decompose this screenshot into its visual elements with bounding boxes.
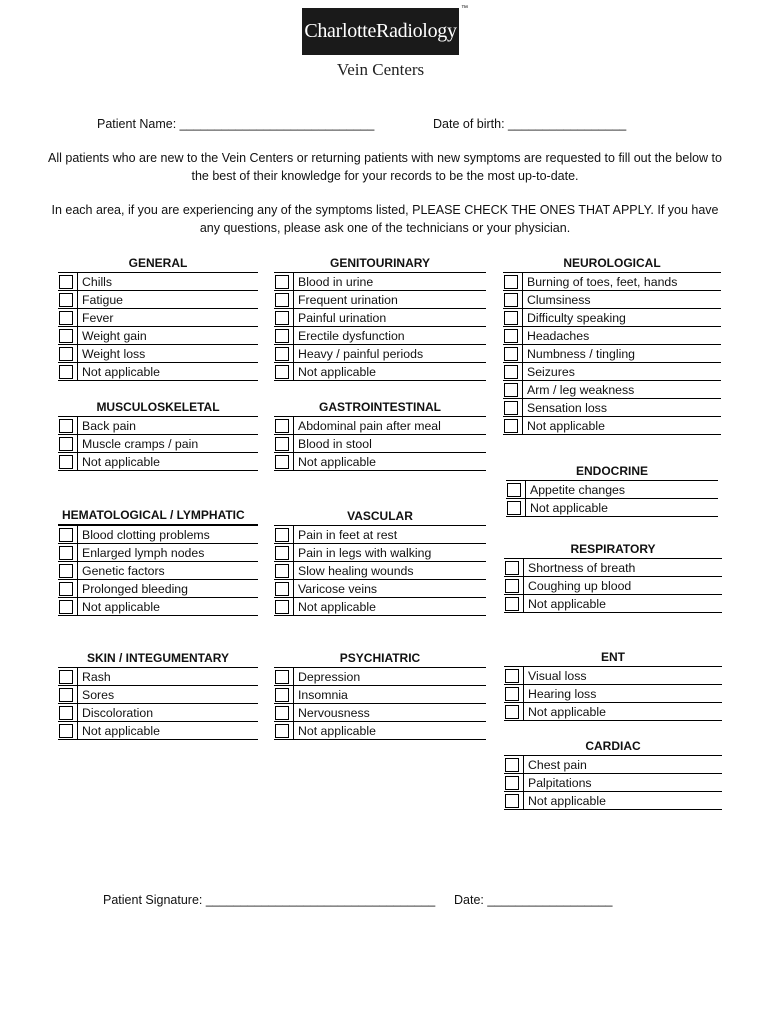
checklist-item-label: Frequent urination bbox=[293, 291, 486, 308]
checklist-item-label: Discoloration bbox=[77, 704, 258, 721]
section-vascular bbox=[274, 507, 486, 616]
checkbox[interactable] bbox=[504, 383, 518, 397]
section-title: ENT bbox=[601, 650, 625, 664]
section-title: NEUROLOGICAL bbox=[563, 256, 661, 270]
checkbox[interactable] bbox=[275, 546, 289, 560]
checkbox[interactable] bbox=[507, 483, 521, 497]
checkbox[interactable] bbox=[59, 329, 73, 343]
checkbox[interactable] bbox=[275, 564, 289, 578]
checklist-row bbox=[504, 756, 722, 774]
checklist-row bbox=[274, 363, 486, 381]
checklist-item-label: Blood in stool bbox=[293, 435, 486, 452]
checklist-item-label: Weight loss bbox=[77, 345, 258, 362]
checkbox[interactable] bbox=[275, 311, 289, 325]
checklist-item-label: Painful urination bbox=[293, 309, 486, 326]
checklist-item-label: Sores bbox=[77, 686, 258, 703]
checklist-item-label: Fever bbox=[77, 309, 258, 326]
checklist-item-label: Arm / leg weakness bbox=[522, 381, 721, 398]
checkbox[interactable] bbox=[275, 329, 289, 343]
checkbox[interactable] bbox=[275, 275, 289, 289]
checklist-item-label: Muscle cramps / pain bbox=[77, 435, 258, 452]
date-of-birth-field[interactable]: Date of birth: _________________ bbox=[433, 117, 627, 131]
checklist-item-label: Not applicable bbox=[77, 722, 258, 739]
section-gastrointestinal bbox=[274, 398, 486, 471]
section-endocrine bbox=[506, 462, 718, 517]
checklist bbox=[504, 755, 722, 810]
checklist-item-label: Seizures bbox=[522, 363, 721, 380]
checklist-row bbox=[503, 417, 721, 435]
checkbox[interactable] bbox=[505, 579, 519, 593]
checklist-item-label: Slow healing wounds bbox=[293, 562, 486, 579]
checklist-row bbox=[58, 273, 258, 291]
checklist-item-label: Rash bbox=[77, 668, 258, 685]
checkbox[interactable] bbox=[275, 528, 289, 542]
checklist bbox=[503, 272, 721, 435]
checklist bbox=[504, 558, 722, 613]
checklist-item-label: Chest pain bbox=[523, 756, 722, 773]
section-respiratory bbox=[504, 540, 722, 613]
checklist-row bbox=[506, 499, 718, 517]
checkbox[interactable] bbox=[59, 455, 73, 469]
section-psychiatric bbox=[274, 649, 486, 740]
section-skin bbox=[58, 649, 258, 740]
checklist-row bbox=[274, 722, 486, 740]
checklist-row bbox=[504, 559, 722, 577]
checklist-item-label: Heavy / painful periods bbox=[293, 345, 486, 362]
vein-centers-subtitle: Vein Centers bbox=[336, 60, 425, 79]
section-title: GASTROINTESTINAL bbox=[319, 400, 441, 414]
signature-date-field[interactable]: Date: __________________ bbox=[454, 893, 613, 907]
checklist-row bbox=[274, 598, 486, 616]
checkbox[interactable] bbox=[59, 347, 73, 361]
checklist-row bbox=[274, 526, 486, 544]
checklist-item-label: Appetite changes bbox=[525, 481, 718, 498]
section-title: SKIN / INTEGUMENTARY bbox=[86, 651, 229, 665]
checklist-item-label: Not applicable bbox=[77, 453, 258, 470]
checkbox[interactable] bbox=[505, 705, 519, 719]
checkbox[interactable] bbox=[504, 347, 518, 361]
checklist-row bbox=[58, 327, 258, 345]
checklist-row bbox=[58, 526, 258, 544]
checklist-item-label: Hearing loss bbox=[523, 685, 722, 702]
checkbox[interactable] bbox=[505, 669, 519, 683]
checklist-row bbox=[58, 668, 258, 686]
checklist bbox=[274, 272, 486, 381]
checkbox[interactable] bbox=[59, 419, 73, 433]
section-musculoskeletal bbox=[58, 398, 258, 471]
charlotte-radiology-logo bbox=[302, 8, 459, 55]
checklist-row bbox=[503, 327, 721, 345]
checklist-row bbox=[274, 273, 486, 291]
checklist-item-label: Not applicable bbox=[523, 595, 722, 612]
checklist-row bbox=[274, 580, 486, 598]
checklist-item-label: Palpitations bbox=[523, 774, 722, 791]
checkbox[interactable] bbox=[505, 776, 519, 790]
checklist-row bbox=[274, 686, 486, 704]
checklist-item-label: Pain in legs with walking bbox=[293, 544, 486, 561]
checkbox[interactable] bbox=[275, 437, 289, 451]
checkbox[interactable] bbox=[275, 706, 289, 720]
checklist-row bbox=[503, 345, 721, 363]
checklist-item-label: Abdominal pain after meal bbox=[293, 417, 486, 434]
checkbox[interactable] bbox=[275, 455, 289, 469]
checklist-row bbox=[58, 291, 258, 309]
checklist bbox=[504, 666, 722, 721]
checklist-row bbox=[58, 363, 258, 381]
checklist-item-label: Not applicable bbox=[293, 453, 486, 470]
checklist-item-label: Genetic factors bbox=[77, 562, 258, 579]
checklist bbox=[58, 416, 258, 471]
checkbox[interactable] bbox=[59, 293, 73, 307]
checklist-item-label: Varicose veins bbox=[293, 580, 486, 597]
checklist-row bbox=[503, 399, 721, 417]
checkbox[interactable] bbox=[59, 724, 73, 738]
checklist-item-label: Nervousness bbox=[293, 704, 486, 721]
checklist-row bbox=[274, 291, 486, 309]
section-title: GENITOURINARY bbox=[329, 256, 430, 270]
checkbox[interactable] bbox=[275, 582, 289, 596]
checkbox[interactable] bbox=[275, 600, 289, 614]
checklist-item-label: Not applicable bbox=[523, 703, 722, 720]
checklist-item-label: Headaches bbox=[522, 327, 721, 344]
checkbox[interactable] bbox=[59, 437, 73, 451]
checkbox[interactable] bbox=[59, 546, 73, 560]
checkbox[interactable] bbox=[59, 365, 73, 379]
section-title: PSYCHIATRIC bbox=[339, 651, 421, 665]
checkbox[interactable] bbox=[504, 329, 518, 343]
section-general bbox=[58, 254, 258, 381]
checklist-item-label: Pain in feet at rest bbox=[293, 526, 486, 543]
section-neurological bbox=[503, 254, 721, 435]
checklist-item-label: Not applicable bbox=[77, 598, 258, 615]
checklist-row bbox=[58, 562, 258, 580]
section-title: CARDIAC bbox=[585, 739, 641, 753]
checklist-item-label: Chills bbox=[77, 273, 258, 290]
checkbox[interactable] bbox=[59, 528, 73, 542]
checkbox[interactable] bbox=[275, 347, 289, 361]
checklist-row bbox=[503, 309, 721, 327]
checklist-item-label: Prolonged bleeding bbox=[77, 580, 258, 597]
instructions-paragraph-1: All patients who are new to the Vein Centers or returning patients with new symptoms are requested to fill out the below to the best of their knowledge for your records to be the most up-to-date. bbox=[48, 151, 722, 183]
section-hematological bbox=[58, 506, 258, 616]
checkbox[interactable] bbox=[59, 600, 73, 614]
checkbox[interactable] bbox=[505, 687, 519, 701]
checklist-row bbox=[274, 544, 486, 562]
checklist-row bbox=[504, 792, 722, 810]
checkbox[interactable] bbox=[504, 275, 518, 289]
checklist-row bbox=[274, 704, 486, 722]
section-title: HEMATOLOGICAL / LYMPHATIC bbox=[58, 506, 258, 525]
checklist-row bbox=[58, 453, 258, 471]
instructions-paragraph-2: In each area, if you are experiencing any of the symptoms listed, PLEASE CHECK THE ONES THAT APPLY. If you have any questions, please ask one of the technicians or your physician. bbox=[51, 203, 719, 235]
checkbox[interactable] bbox=[59, 564, 73, 578]
checkbox[interactable] bbox=[505, 597, 519, 611]
patient-name-field[interactable]: Patient Name: ____________________________ bbox=[97, 117, 375, 131]
checklist-item-label: Enlarged lymph nodes bbox=[77, 544, 258, 561]
checklist-row bbox=[274, 562, 486, 580]
trademark-symbol: ™ bbox=[461, 5, 468, 12]
checkbox[interactable] bbox=[504, 401, 518, 415]
checklist-row bbox=[504, 685, 722, 703]
checklist bbox=[274, 667, 486, 740]
checklist-row bbox=[503, 273, 721, 291]
checklist-row bbox=[58, 686, 258, 704]
checkbox[interactable] bbox=[59, 275, 73, 289]
checkbox[interactable] bbox=[504, 365, 518, 379]
checklist-item-label: Visual loss bbox=[523, 667, 722, 684]
checklist-row bbox=[58, 544, 258, 562]
checklist-row bbox=[504, 774, 722, 792]
checklist-item-label: Not applicable bbox=[77, 363, 258, 380]
checklist-row bbox=[503, 363, 721, 381]
checklist bbox=[506, 480, 718, 517]
section-cardiac bbox=[504, 737, 722, 810]
checkbox[interactable] bbox=[275, 724, 289, 738]
checklist-item-label: Burning of toes, feet, hands bbox=[522, 273, 721, 290]
checklist-row bbox=[274, 453, 486, 471]
checklist-row bbox=[58, 309, 258, 327]
checklist-row bbox=[504, 595, 722, 613]
checklist bbox=[58, 667, 258, 740]
checkbox[interactable] bbox=[507, 501, 521, 515]
checklist-item-label: Not applicable bbox=[293, 598, 486, 615]
checklist-item-label: Sensation loss bbox=[522, 399, 721, 416]
checklist-item-label: Insomnia bbox=[293, 686, 486, 703]
checklist-row bbox=[58, 722, 258, 740]
checkbox[interactable] bbox=[504, 293, 518, 307]
checklist-row bbox=[58, 580, 258, 598]
patient-signature-field[interactable]: Patient Signature: _________________________________ bbox=[103, 893, 436, 907]
checklist-row bbox=[504, 667, 722, 685]
checklist-row bbox=[503, 291, 721, 309]
checkbox[interactable] bbox=[59, 670, 73, 684]
checklist bbox=[58, 525, 258, 616]
checklist-item-label: Erectile dysfunction bbox=[293, 327, 486, 344]
section-ent bbox=[504, 648, 722, 721]
checklist-row bbox=[274, 417, 486, 435]
checkbox[interactable] bbox=[275, 670, 289, 684]
checklist-row bbox=[274, 309, 486, 327]
checklist-row bbox=[504, 577, 722, 595]
checklist-item-label: Blood clotting problems bbox=[77, 526, 258, 543]
section-title: RESPIRATORY bbox=[570, 542, 656, 556]
checklist-item-label: Not applicable bbox=[293, 722, 486, 739]
checklist-item-label: Fatigue bbox=[77, 291, 258, 308]
checkbox[interactable] bbox=[505, 561, 519, 575]
checklist-item-label: Difficulty speaking bbox=[522, 309, 721, 326]
checklist-row bbox=[274, 668, 486, 686]
checklist-row bbox=[58, 704, 258, 722]
section-title: MUSCULOSKELETAL bbox=[96, 400, 220, 414]
section-title: GENERAL bbox=[128, 256, 188, 270]
checklist bbox=[274, 525, 486, 616]
checkbox[interactable] bbox=[275, 293, 289, 307]
logo-text: CharlotteRadiology bbox=[304, 20, 457, 42]
checklist-item-label: Clumsiness bbox=[522, 291, 721, 308]
checklist bbox=[274, 416, 486, 471]
checklist-row bbox=[274, 345, 486, 363]
section-genitourinary bbox=[274, 254, 486, 381]
checklist-item-label: Blood in urine bbox=[293, 273, 486, 290]
checkbox[interactable] bbox=[504, 419, 518, 433]
checkbox[interactable] bbox=[275, 419, 289, 433]
checklist-item-label: Coughing up blood bbox=[523, 577, 722, 594]
checklist-row bbox=[58, 435, 258, 453]
checklist-row bbox=[504, 703, 722, 721]
section-title: ENDOCRINE bbox=[575, 464, 648, 478]
checklist-item-label: Not applicable bbox=[293, 363, 486, 380]
checklist-item-label: Numbness / tingling bbox=[522, 345, 721, 362]
checkbox[interactable] bbox=[59, 706, 73, 720]
checklist-item-label: Back pain bbox=[77, 417, 258, 434]
checklist-item-label: Not applicable bbox=[523, 792, 722, 809]
checkbox[interactable] bbox=[504, 311, 518, 325]
checklist-row bbox=[506, 481, 718, 499]
checkbox[interactable] bbox=[505, 794, 519, 808]
checkbox[interactable] bbox=[59, 688, 73, 702]
checklist-row bbox=[58, 345, 258, 363]
checkbox[interactable] bbox=[275, 365, 289, 379]
checklist-row bbox=[58, 598, 258, 616]
section-title: VASCULAR bbox=[347, 509, 413, 523]
checklist-row bbox=[274, 327, 486, 345]
checklist-row bbox=[503, 381, 721, 399]
checkbox[interactable] bbox=[59, 311, 73, 325]
checklist bbox=[58, 272, 258, 381]
checklist-row bbox=[274, 435, 486, 453]
checklist-item-label: Weight gain bbox=[77, 327, 258, 344]
checkbox[interactable] bbox=[59, 582, 73, 596]
checklist-item-label: Not applicable bbox=[522, 417, 721, 434]
checkbox[interactable] bbox=[505, 758, 519, 772]
checklist-item-label: Not applicable bbox=[525, 499, 718, 516]
checkbox[interactable] bbox=[275, 688, 289, 702]
checklist-item-label: Shortness of breath bbox=[523, 559, 722, 576]
checklist-row bbox=[58, 417, 258, 435]
checklist-item-label: Depression bbox=[293, 668, 486, 685]
